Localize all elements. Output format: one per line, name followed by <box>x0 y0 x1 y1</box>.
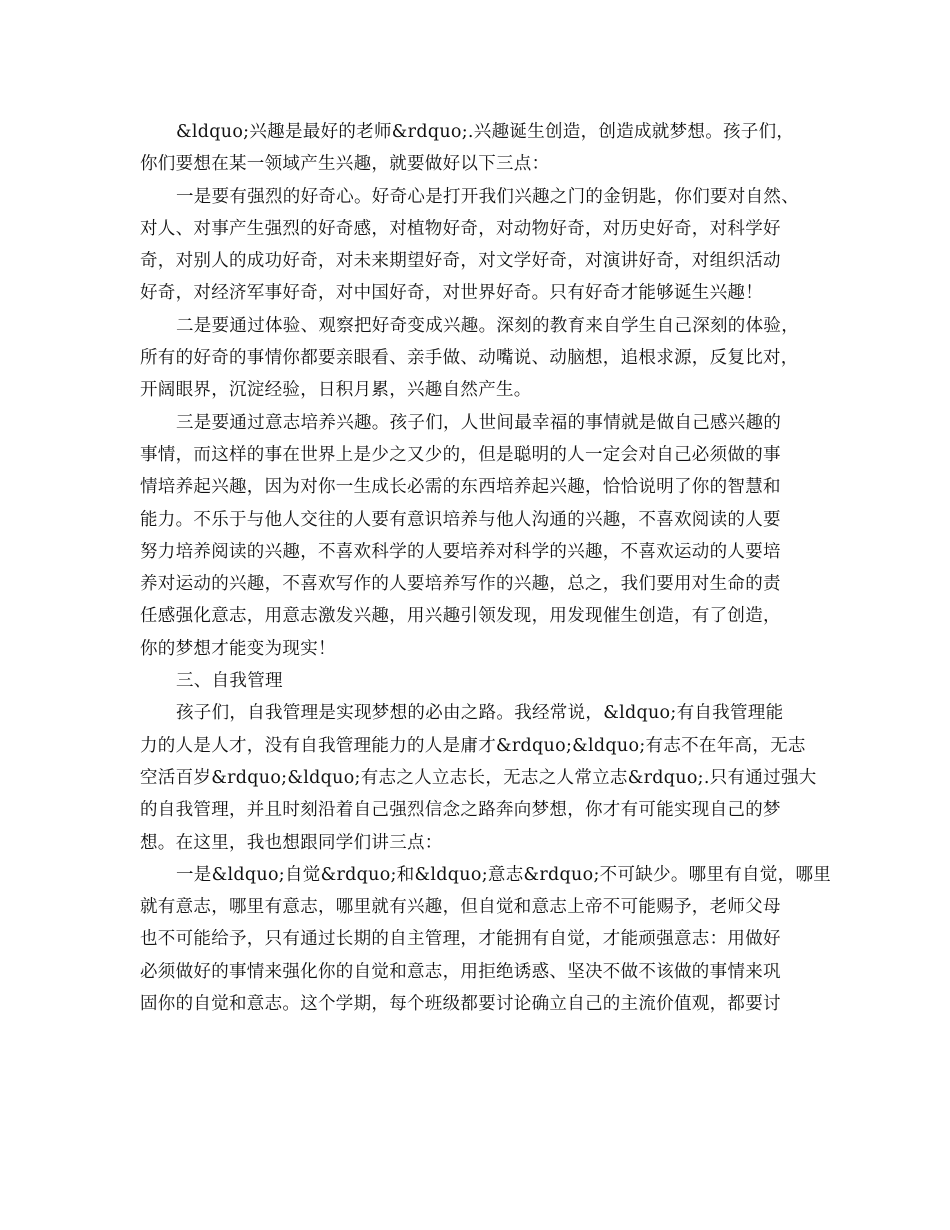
text-line: 开阔眼界，沉淀经验，日积月累，兴趣自然产生。 <box>140 380 532 401</box>
heading-text: 三、自我管理 <box>176 671 283 692</box>
text-line: 你们要想在某一领域产生兴趣，就要做好以下三点： <box>140 154 550 175</box>
text-line: 力的人是人才，没有自我管理能力的人是庸才&rdquo;&ldquo;有志不在年高，无志 <box>140 735 806 756</box>
text-line: 事情，而这样的事在世界上是少之又少的，但是聪明的人一定会对自己必须做的事 <box>140 444 781 465</box>
text-line: 孩子们，自我管理是实现梦想的必由之路。我经常说，&ldquo;有自我管理能 <box>176 703 784 724</box>
text-line: 空活百岁&rdquo;&ldquo;有志之人立志长，无志之人常立志&rdquo;.只有通过强大 <box>140 767 817 788</box>
text-line: 对人、对事产生强烈的好奇感，对植物好奇，对动物好奇，对历史好奇，对科学好 <box>140 218 781 239</box>
text-line: 的自我管理，并且时刻沿着自己强烈信念之路奔向梦想，你才有可能实现自己的梦 <box>140 800 781 821</box>
text-line: 一是&ldquo;自觉&rdquo;和&ldquo;意志&rdquo;不可缺少。哪里有自觉，哪里 <box>176 864 832 885</box>
paragraph-self-management <box>140 697 826 858</box>
paragraph-will <box>140 407 826 665</box>
text-line: 就有意志，哪里有意志，哪里就有兴趣，但自觉和意志上帝不可能赐予，老师父母 <box>140 897 781 918</box>
text-line: 固你的自觉和意志。这个学期，每个班级都要讨论确立自己的主流价值观，都要讨 <box>140 994 781 1015</box>
text-line: 二是要通过体验、观察把好奇变成兴趣。深刻的教育来自学生自己深刻的体验， <box>176 315 799 336</box>
paragraph-consciousness-will <box>140 859 832 1020</box>
section-heading <box>140 665 826 697</box>
paragraph-curiosity <box>140 181 826 310</box>
text-line: 你的梦想才能变为现实！ <box>140 638 336 659</box>
text-line: 想。在这里，我也想跟同学们讲三点： <box>140 832 443 853</box>
text-line: 也不可能给予，只有通过长期的自主管理，才能拥有自觉，才能顽强意志：用做好 <box>140 929 781 950</box>
document-body <box>140 116 832 1020</box>
text-line: 一是要有强烈的好奇心。好奇心是打开我们兴趣之门的金钥匙，你们要对自然、 <box>176 186 799 207</box>
text-line: 能力。不乐于与他人交往的人要有意识培养与他人沟通的兴趣，不喜欢阅读的人要 <box>140 509 781 530</box>
text-line: 奇，对别人的成功好奇，对未来期望好奇，对文学好奇，对演讲好奇，对组织活动 <box>140 251 781 272</box>
text-line: 任感强化意志，用意志激发兴趣，用兴趣引领发现，用发现催生创造，有了创造， <box>140 606 781 627</box>
text-line: &ldquo;兴趣是最好的老师&rdquo;.兴趣诞生创造，创造成就梦想。孩子们， <box>176 122 795 142</box>
text-line: 必须做好的事情来强化你的自觉和意志，用拒绝诱惑、坚决不做不该做的事情来巩 <box>140 961 781 982</box>
text-line: 情培养起兴趣，因为对你一生成长必需的东西培养起兴趣，恰恰说明了你的智慧和 <box>140 477 781 498</box>
paragraph-intro <box>140 116 826 181</box>
text-line: 好奇，对经济军事好奇，对中国好奇，对世界好奇。只有好奇才能够诞生兴趣！ <box>140 283 763 304</box>
text-line: 努力培养阅读的兴趣，不喜欢科学的人要培养对科学的兴趣，不喜欢运动的人要培 <box>140 541 781 562</box>
text-line: 三是要通过意志培养兴趣。孩子们，人世间最幸福的事情就是做自己感兴趣的 <box>176 412 782 433</box>
paragraph-experience <box>140 310 826 407</box>
text-line: 所有的好奇的事情你都要亲眼看、亲手做、动嘴说、动脑想，追根求源，反复比对， <box>140 348 799 369</box>
text-line: 养对运动的兴趣，不喜欢写作的人要培养写作的兴趣，总之，我们要用对生命的责 <box>140 574 781 595</box>
